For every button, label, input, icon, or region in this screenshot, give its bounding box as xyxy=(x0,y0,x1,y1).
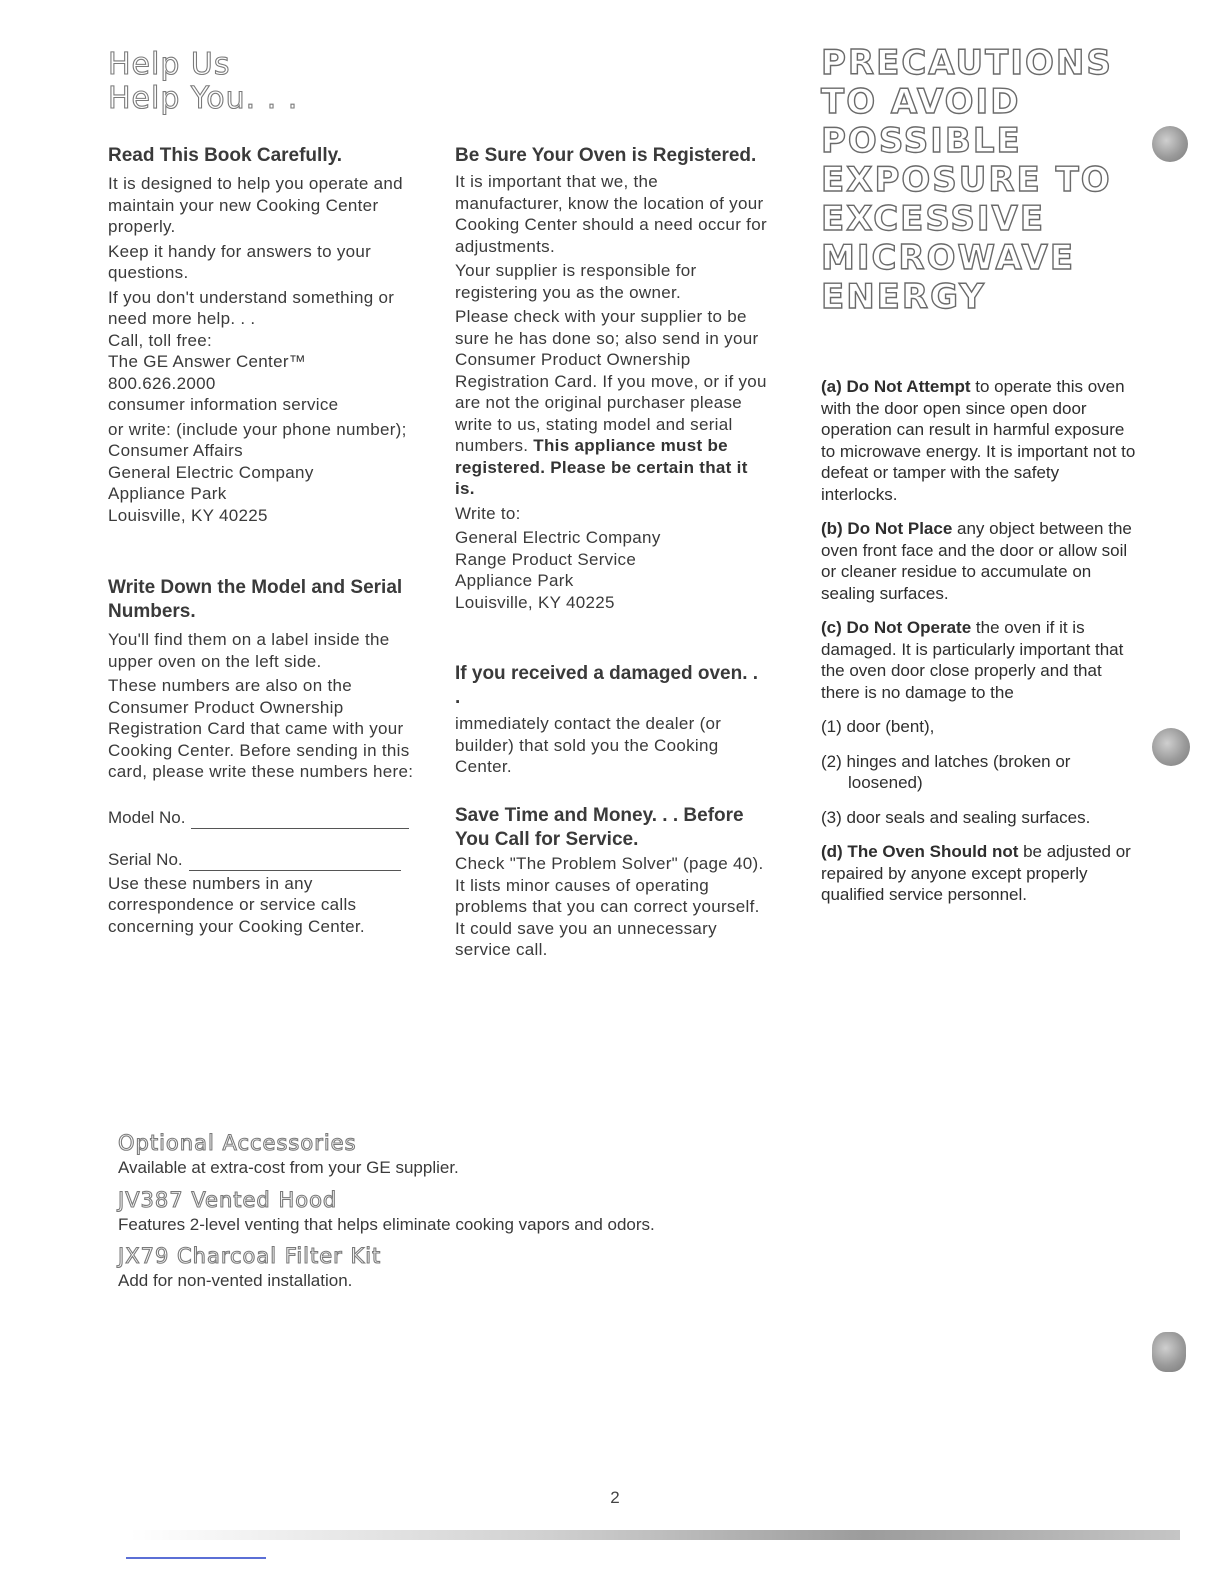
save-heading: Save Time and Money. . . Before You Call for Service. xyxy=(455,805,744,850)
precautions-title-line-5: EXCESSIVE xyxy=(821,199,1046,239)
serial-number-label: Serial No. xyxy=(108,849,183,869)
register-paragraph-1: It is important that we, the manufacturer, know the location of your Cooking Center should a need occur for adjustments. xyxy=(455,172,767,256)
binder-hole-mark xyxy=(1152,126,1188,162)
register-paragraph-2: Your supplier is responsible for registering you as the owner. xyxy=(455,261,697,302)
precautions-title-line-7: ENERGY xyxy=(821,277,986,317)
precautions-title-line-1: PRECAUTIONS xyxy=(821,43,1113,83)
precaution-c-item-3: (3) door seals and sealing surfaces. xyxy=(821,807,1091,827)
scan-artifact-underline xyxy=(126,1557,266,1559)
register-address-3: Appliance Park xyxy=(455,571,574,590)
model-paragraph-1: You'll find them on a label inside the upper oven on the left side. xyxy=(108,630,390,671)
precaution-a-text: to operate this oven with the door open since open door operation can result in harmful exposure to microwave energy. It is important not to defeat or tamper with the safety interlocks. xyxy=(821,377,1136,504)
precaution-d xyxy=(821,841,1139,906)
precautions-title-line-2: TO AVOID xyxy=(821,82,1021,122)
damaged-paragraph: immediately contact the dealer (or builder) that sold you the Cooking Center. xyxy=(455,714,722,776)
binder-hole-mark xyxy=(1152,728,1190,766)
save-paragraph-2: It could save you an unnecessary service call. xyxy=(455,918,717,959)
register-address-2: Range Product Service xyxy=(455,549,637,569)
accessory-filter-description: Add for non-vented installation. xyxy=(118,1271,353,1290)
answer-center: The GE Answer Center™ xyxy=(108,352,307,371)
register-paragraph-3-text: Please check with your supplier to be sure he has done so; also send in your Consumer Product Ownership Registration Card. If you move, or if you are not the original purchaser please write to us, stating model and serial numbers. xyxy=(455,307,767,455)
address-line-1: Consumer Affairs xyxy=(108,441,243,460)
model-number-blank[interactable] xyxy=(191,812,409,829)
precaution-a xyxy=(821,376,1139,505)
read-heading: Read This Book Carefully. xyxy=(108,145,343,166)
read-section xyxy=(108,144,428,526)
accessories-section xyxy=(118,1130,1018,1292)
precaution-c-label: (c) Do Not Operate xyxy=(821,618,972,637)
save-section xyxy=(455,804,767,961)
page-number: 2 xyxy=(610,1488,620,1507)
precaution-c-text: the oven if it is damaged. It is particularly important that the oven door close properly and that there is no damage to the xyxy=(821,618,1124,702)
precautions-title-line-4: EXPOSURE TO xyxy=(821,160,1112,200)
register-heading: Be Sure Your Oven is Registered. xyxy=(455,145,757,166)
serial-number-blank[interactable] xyxy=(189,854,401,871)
precaution-c-item-2: (2) hinges and latches (broken or loosened) xyxy=(821,751,1071,792)
scan-artifact-line xyxy=(130,1530,1180,1540)
help-title-line2: Help You. . . xyxy=(108,81,299,116)
accessory-hood-title: JV387 Vented Hood xyxy=(118,1187,338,1212)
write-prompt: or write: (include your phone number); xyxy=(108,419,407,439)
accessory-filter-title: JX79 Charcoal Filter Kit xyxy=(118,1244,382,1268)
model-paragraph-2: These numbers are also on the Consumer Product Ownership Registration Card that came with your Cooking Center. Before sending in this card, please write these numbers here: xyxy=(108,676,414,781)
accessory-hood-description: Features 2-level venting that helps eliminate cooking vapors and odors. xyxy=(118,1214,655,1234)
binder-hole-mark xyxy=(1152,1332,1186,1372)
precautions-title-line-6: MICROWAVE xyxy=(821,238,1076,278)
model-number-label: Model No. xyxy=(108,807,186,827)
help-title xyxy=(108,48,428,116)
precautions-list xyxy=(821,376,1139,906)
precaution-d-label: (d) The Oven Should not xyxy=(821,842,1019,861)
damaged-section xyxy=(455,662,767,778)
precautions-title xyxy=(821,44,1141,317)
model-paragraph-3: Use these numbers in any correspondence or service calls concerning your Cooking Center. xyxy=(108,873,365,936)
read-paragraph-2: Keep it handy for answers to your questions. xyxy=(108,241,372,282)
accessories-subtitle: Available at extra-cost from your GE supplier. xyxy=(118,1158,459,1177)
damaged-heading: If you received a damaged oven. . . xyxy=(455,663,759,708)
model-heading: Write Down the Model and Serial Numbers. xyxy=(108,577,403,622)
register-section xyxy=(455,144,767,613)
precaution-a-label: (a) Do Not Attempt xyxy=(821,377,971,396)
call-toll-free: Call, toll free: xyxy=(108,330,213,350)
model-section xyxy=(108,576,428,937)
address-line-2: General Electric Company xyxy=(108,462,314,482)
precaution-b-label: (b) Do Not Place xyxy=(821,519,953,538)
phone-number: 800.626.2000 xyxy=(108,373,216,393)
register-address-1: General Electric Company xyxy=(455,528,661,547)
register-emphasis: This appliance must be registered. Please be certain that it is. xyxy=(455,436,748,498)
save-paragraph-1: Check "The Problem Solver" (page 40). It lists minor causes of operating problems that you can correct yourself. xyxy=(455,854,764,916)
precautions-title-line-3: POSSIBLE xyxy=(821,121,1022,161)
address-line-4: Louisville, KY 40225 xyxy=(108,505,268,525)
model-number-row xyxy=(108,807,428,829)
read-paragraph-3: If you don't understand something or need more help. . . xyxy=(108,287,395,328)
register-address-4: Louisville, KY 40225 xyxy=(455,592,615,612)
precaution-c-item-1: (1) door (bent), xyxy=(821,717,935,736)
precaution-d-text: be adjusted or repaired by anyone except properly qualified service personnel. xyxy=(821,842,1131,904)
help-title-line1: Help Us xyxy=(108,47,231,82)
precaution-b-text: any object between the oven front face and the door or allow soil or cleaner residue to accumulate on sealing surfaces. xyxy=(821,519,1132,603)
serial-number-row xyxy=(108,849,428,871)
read-paragraph-1: It is designed to help you operate and maintain your new Cooking Center properly. xyxy=(108,174,403,236)
precaution-b xyxy=(821,518,1139,604)
write-to: Write to: xyxy=(455,503,521,523)
precaution-c xyxy=(821,617,1139,703)
accessories-title: Optional Accessories xyxy=(118,1131,357,1155)
info-service: consumer information service xyxy=(108,395,339,414)
register-paragraph-3 xyxy=(455,306,767,500)
address-line-3: Appliance Park xyxy=(108,484,227,503)
